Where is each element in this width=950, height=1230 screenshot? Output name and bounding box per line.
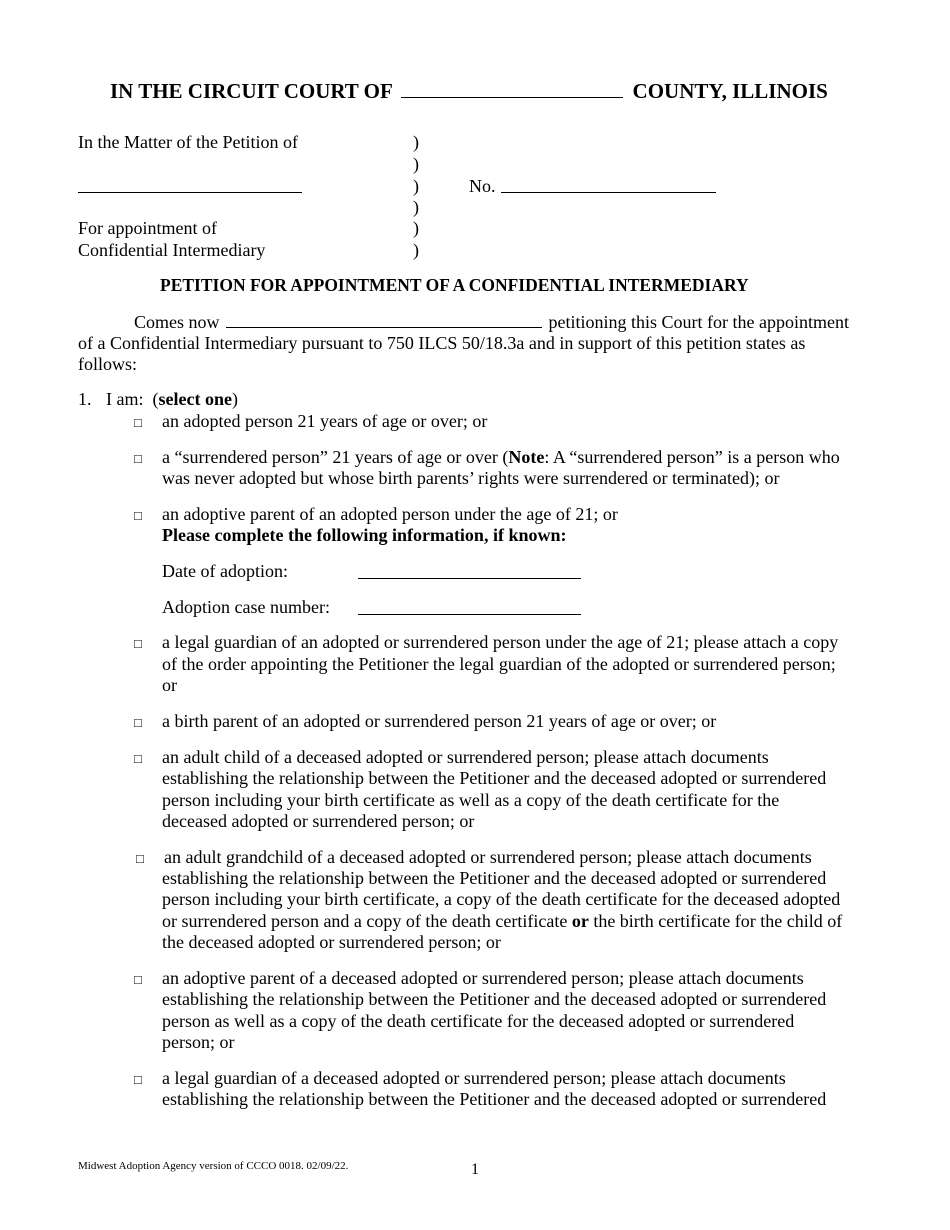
court-suffix: COUNTY, ILLINOIS [632, 79, 828, 103]
option-2-line2: was never adopted but whose birth parents’ rights were surrendered or terminated); or [162, 468, 780, 488]
caption-paren: ) [413, 154, 419, 174]
option-8-line4: person; or [162, 1032, 235, 1052]
petition-title: PETITION FOR APPOINTMENT OF A CONFIDENTIAL INTERMEDIARY [160, 275, 749, 295]
intro-rest-line1: petitioning this Court for the appointment [548, 312, 849, 332]
option-3-instruction-bold: Please complete the following information, if known: [162, 525, 567, 545]
caption-paren: ) [413, 218, 419, 238]
appointment-label-line1: For appointment of [78, 218, 217, 238]
checkbox-option-7[interactable]: □ [136, 851, 144, 866]
option-2-line1 [162, 447, 840, 469]
checkbox-option-4[interactable]: □ [134, 636, 142, 651]
option-7-line5: the deceased adopted or surrendered person; or [162, 932, 501, 952]
option-7-line1: an adult grandchild of a deceased adopted or surrendered person; please attach documents [164, 847, 812, 867]
matter-of-label: In the Matter of the Petition of [78, 132, 298, 152]
option-6-line2: establishing the relationship between the Petitioner and the deceased adopted or surrendered [162, 768, 827, 788]
caption-paren: ) [413, 176, 419, 196]
option-4-line3: or [162, 675, 177, 695]
checkbox-option-6[interactable]: □ [134, 751, 142, 766]
checkbox-option-9[interactable]: □ [134, 1072, 142, 1087]
case-number-blank[interactable] [501, 177, 716, 193]
option-9-line1: a legal guardian of a deceased adopted or surrendered person; please attach documents [162, 1068, 786, 1088]
intro-line3: follows: [78, 354, 138, 374]
petitioner-blank[interactable] [226, 312, 542, 328]
option-7-line3: person including your birth certificate, a copy of the death certificate for the deceased adopted [162, 889, 841, 909]
footer-version: Midwest Adoption Agency version of CCCO 0018. 02/09/22. [78, 1160, 349, 1172]
option-3-instruction [162, 525, 566, 547]
option-7-line4-b: the birth certificate for the child of [593, 911, 843, 931]
case-number-label: No. [469, 176, 496, 196]
intro-line2: of a Confidential Intermediary pursuant to 750 ILCS 50/18.3a and in support of this petition states as [78, 333, 806, 353]
option-6-line3: person including your birth certificate as well as a copy of the death certificate for the [162, 790, 780, 810]
item-number: 1. [78, 389, 92, 409]
caption-paren: ) [413, 197, 419, 217]
checkbox-option-2[interactable]: □ [134, 451, 142, 466]
item-lead-text: I am: [106, 389, 144, 409]
option-9-line2: establishing the relationship between the Petitioner and the deceased adopted or surrendered [162, 1089, 827, 1109]
option-1-text: an adopted person 21 years of age or over; or [162, 411, 488, 431]
county-blank[interactable] [401, 82, 623, 98]
option-4-line1: a legal guardian of an adopted or surrendered person under the age of 21; please attach a copy [162, 632, 839, 652]
option-2-text-a: a “surrendered person” 21 years of age or over ( [162, 447, 509, 467]
option-8-line3: person as well as a copy of the death certificate for the deceased adopted or surrendered [162, 1011, 795, 1031]
option-7-line4 [162, 911, 842, 933]
date-of-adoption-blank[interactable] [358, 563, 581, 579]
option-2-text-b: : A “surrendered person” is a person who [544, 447, 840, 467]
adoption-case-number-label: Adoption case number: [162, 597, 330, 617]
option-6-line1: an adult child of a deceased adopted or surrendered person; please attach documents [162, 747, 769, 767]
intro-line1 [134, 312, 849, 334]
caption-paren: ) [413, 132, 419, 152]
option-7-or-bold: or [571, 911, 589, 931]
adoption-case-number-blank[interactable] [358, 599, 581, 615]
caption-paren: ) [413, 240, 419, 260]
option-2-note: Note [508, 447, 545, 467]
court-prefix: IN THE CIRCUIT COURT OF [110, 79, 393, 103]
select-close: ) [231, 389, 238, 409]
checkbox-option-3[interactable]: □ [134, 508, 142, 523]
appointment-label-line2: Confidential Intermediary [78, 240, 266, 260]
option-8-line2: establishing the relationship between the Petitioner and the deceased adopted or surrendered [162, 989, 827, 1009]
option-7-line4-a: or surrendered person and a copy of the death certificate [162, 911, 568, 931]
item-lead [106, 389, 238, 411]
option-5-text: a birth parent of an adopted or surrendered person 21 years of age or over; or [162, 711, 717, 731]
checkbox-option-1[interactable]: □ [134, 415, 142, 430]
option-4-line2: of the order appointing the Petitioner the legal guardian of the adopted or surrendered person; [162, 654, 836, 674]
select-open: ( [152, 389, 159, 409]
checkbox-option-5[interactable]: □ [134, 715, 142, 730]
petitioner-name-blank[interactable] [78, 177, 302, 193]
comes-now-text: Comes now [134, 312, 220, 332]
select-one-bold: select one [158, 389, 232, 409]
court-header [110, 79, 828, 104]
date-of-adoption-label: Date of adoption: [162, 561, 288, 581]
checkbox-option-8[interactable]: □ [134, 972, 142, 987]
option-7-line2: establishing the relationship between the Petitioner and the deceased adopted or surrendered [162, 868, 827, 888]
option-3-line1: an adoptive parent of an adopted person under the age of 21; or [162, 504, 618, 524]
option-8-line1: an adoptive parent of a deceased adopted or surrendered person; please attach documents [162, 968, 804, 988]
option-6-line4: deceased adopted or surrendered person; or [162, 811, 475, 831]
page-number: 1 [471, 1161, 479, 1178]
